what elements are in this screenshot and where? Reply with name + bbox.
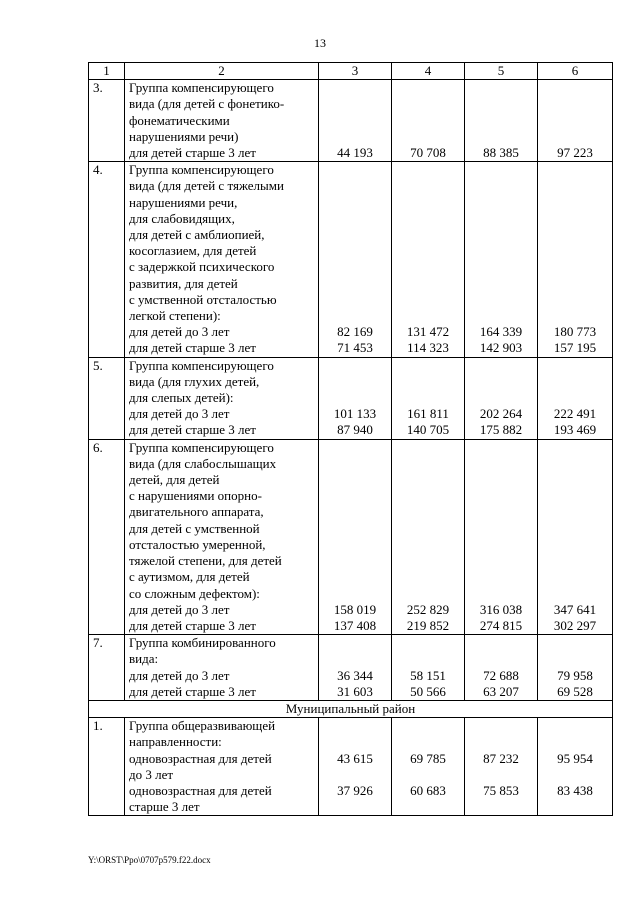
value: 180 773 <box>553 324 597 340</box>
value: 82 169 <box>337 324 373 340</box>
row-number: 3. <box>89 80 125 162</box>
value-cell-col-4 <box>392 80 465 162</box>
description-line: для детей с умственной <box>129 520 260 536</box>
value: 36 344 <box>337 667 373 683</box>
description-line: тяжелой степени, для детей <box>129 553 282 569</box>
description-line: вида (для детей с фонетико- <box>129 96 285 112</box>
value <box>392 113 464 129</box>
description-line: Группа компенсирующего <box>129 439 274 455</box>
value <box>319 767 391 783</box>
value: 202 264 <box>479 406 523 422</box>
value <box>465 129 537 145</box>
value: 70 708 <box>410 145 446 161</box>
description-line: с аутизмом, для детей <box>129 569 250 585</box>
value-cell-col-5 <box>465 718 538 816</box>
value: 101 133 <box>333 406 377 422</box>
value-cell-col-5 <box>465 635 538 701</box>
file-path-footer: Y:\ORST\Ppo\0707p579.f22.docx <box>88 855 211 865</box>
value: 58 151 <box>410 667 446 683</box>
value <box>538 80 612 96</box>
description-line: детей, для детей <box>129 472 220 488</box>
value: 302 297 <box>553 617 597 633</box>
description-line: со сложным дефектом): <box>129 585 260 601</box>
value-cell-col-6 <box>538 718 613 816</box>
column-number-6: 6 <box>538 63 613 80</box>
description-line: вида: <box>129 651 159 667</box>
table-row <box>89 635 613 701</box>
value <box>392 129 464 145</box>
value: 140 705 <box>406 422 450 438</box>
table-row <box>89 80 613 162</box>
value: 142 903 <box>479 340 523 356</box>
value <box>319 129 391 145</box>
value-cell-col-4 <box>392 357 465 439</box>
description-line: для слабовидящих, <box>129 210 235 226</box>
description-line: косоглазием, для детей <box>129 243 257 259</box>
value: 75 853 <box>483 782 519 798</box>
description-line: одновозрастная для детей <box>129 750 272 766</box>
value: 69 785 <box>410 750 446 766</box>
value: 222 491 <box>553 406 597 422</box>
row-number: 5. <box>89 357 125 439</box>
description-line: Группа комбинированного <box>129 635 276 651</box>
description-line: для детей до 3 лет <box>129 324 230 340</box>
tariff-table <box>88 62 613 816</box>
value-cell-col-5 <box>465 357 538 439</box>
description-line: для детей до 3 лет <box>129 601 230 617</box>
description-line: до 3 лет <box>129 766 174 782</box>
row-description <box>125 635 319 701</box>
value <box>538 767 612 783</box>
value: 316 038 <box>479 601 523 617</box>
value: 50 566 <box>410 683 446 699</box>
table-row <box>89 439 613 634</box>
description-line: для детей старше 3 лет <box>129 145 256 161</box>
description-line: легкой степени): <box>129 308 221 324</box>
description-line: Группа компенсирующего <box>129 357 274 373</box>
description-line: вида (для детей с тяжелыми <box>129 178 284 194</box>
description-line: Группа компенсирующего <box>129 80 274 96</box>
value <box>319 113 391 129</box>
value <box>465 767 537 783</box>
value-cell-col-6 <box>538 80 613 162</box>
value <box>319 80 391 96</box>
value <box>465 96 537 112</box>
value: 31 603 <box>337 683 373 699</box>
value-cell-col-6 <box>538 439 613 634</box>
description-line: одновозрастная для детей <box>129 782 272 798</box>
row-number: 7. <box>89 635 125 701</box>
section-title: Муниципальный район <box>89 700 613 717</box>
value-cell-col-5 <box>465 439 538 634</box>
value-cell-col-4 <box>392 635 465 701</box>
row-number: 6. <box>89 439 125 634</box>
column-numbers-row <box>89 63 613 80</box>
value: 114 323 <box>407 340 449 356</box>
description-line: для слепых детей): <box>129 390 234 406</box>
row-description <box>125 357 319 439</box>
value: 87 232 <box>483 750 519 766</box>
value-cell-col-3 <box>319 162 392 357</box>
value <box>538 113 612 129</box>
value: 164 339 <box>479 324 523 340</box>
value: 95 954 <box>557 750 593 766</box>
value-cell-col-4 <box>392 439 465 634</box>
description-line: с нарушениями опорно- <box>129 488 262 504</box>
value <box>465 113 537 129</box>
row-description <box>125 162 319 357</box>
value <box>392 80 464 96</box>
value-cell-col-6 <box>538 357 613 439</box>
value: 63 207 <box>483 683 519 699</box>
value <box>465 80 537 96</box>
value: 71 453 <box>337 340 373 356</box>
value: 219 852 <box>406 617 450 633</box>
value: 252 829 <box>406 601 450 617</box>
section-header-row <box>89 700 613 717</box>
value: 79 958 <box>557 667 593 683</box>
row-description <box>125 439 319 634</box>
value-cell-col-6 <box>538 162 613 357</box>
description-line: фонематическими <box>129 112 230 128</box>
description-line: для детей старше 3 лет <box>129 617 256 633</box>
description-line: старше 3 лет <box>129 799 200 815</box>
value <box>538 96 612 112</box>
column-number-2: 2 <box>125 63 319 80</box>
column-number-4: 4 <box>392 63 465 80</box>
description-line: нарушениями речи, <box>129 194 238 210</box>
column-number-1: 1 <box>89 63 125 80</box>
value: 158 019 <box>333 601 377 617</box>
description-line: для детей старше 3 лет <box>129 422 256 438</box>
description-line: направленности: <box>129 734 222 750</box>
value: 161 811 <box>407 406 449 422</box>
value: 175 882 <box>479 422 523 438</box>
value <box>538 129 612 145</box>
value-cell-col-5 <box>465 162 538 357</box>
row-description <box>125 80 319 162</box>
description-line: для детей с амблиопией, <box>129 227 265 243</box>
table-row <box>89 718 613 816</box>
value <box>392 799 464 815</box>
row-number: 1. <box>89 718 125 816</box>
value-cell-col-3 <box>319 80 392 162</box>
description-line: нарушениями речи) <box>129 128 239 144</box>
value <box>538 799 612 815</box>
value <box>392 96 464 112</box>
description-line: вида (для глухих детей, <box>129 373 260 389</box>
column-number-5: 5 <box>465 63 538 80</box>
value: 60 683 <box>410 782 446 798</box>
description-line: двигательного аппарата, <box>129 504 264 520</box>
value <box>319 96 391 112</box>
value: 157 195 <box>553 340 597 356</box>
value: 44 193 <box>337 145 373 161</box>
value: 131 472 <box>406 324 450 340</box>
description-line: для детей старше 3 лет <box>129 683 256 699</box>
value-cell-col-3 <box>319 718 392 816</box>
value: 137 408 <box>333 617 377 633</box>
value <box>465 799 537 815</box>
value: 87 940 <box>337 422 373 438</box>
value-cell-col-4 <box>392 718 465 816</box>
value <box>392 767 464 783</box>
table-row <box>89 357 613 439</box>
value: 72 688 <box>483 667 519 683</box>
description-line: Группа общеразвивающей <box>129 718 276 734</box>
column-number-3: 3 <box>319 63 392 80</box>
description-line: с умственной отсталостью <box>129 291 277 307</box>
value: 69 528 <box>557 683 593 699</box>
value-cell-col-3 <box>319 635 392 701</box>
value: 97 223 <box>557 145 593 161</box>
value-cell-col-6 <box>538 635 613 701</box>
value-cell-col-3 <box>319 357 392 439</box>
value-cell-col-4 <box>392 162 465 357</box>
description-line: отсталостью умеренной, <box>129 536 266 552</box>
value: 88 385 <box>483 145 519 161</box>
description-line: развития, для детей <box>129 275 238 291</box>
value <box>319 799 391 815</box>
description-line: для детей до 3 лет <box>129 406 230 422</box>
row-number: 4. <box>89 162 125 357</box>
description-line: для детей старше 3 лет <box>129 340 256 356</box>
value: 37 926 <box>337 782 373 798</box>
value: 193 469 <box>553 422 597 438</box>
value: 43 615 <box>337 750 373 766</box>
value: 83 438 <box>557 782 593 798</box>
description-line: вида (для слабослышащих <box>129 455 277 471</box>
description-line: для детей до 3 лет <box>129 667 230 683</box>
value-cell-col-5 <box>465 80 538 162</box>
table-row <box>89 162 613 357</box>
description-line: Группа компенсирующего <box>129 162 274 178</box>
page-number: 13 <box>314 36 326 50</box>
description-line: с задержкой психического <box>129 259 275 275</box>
value-cell-col-3 <box>319 439 392 634</box>
value: 274 815 <box>479 617 523 633</box>
row-description <box>125 718 319 816</box>
value: 347 641 <box>553 601 597 617</box>
